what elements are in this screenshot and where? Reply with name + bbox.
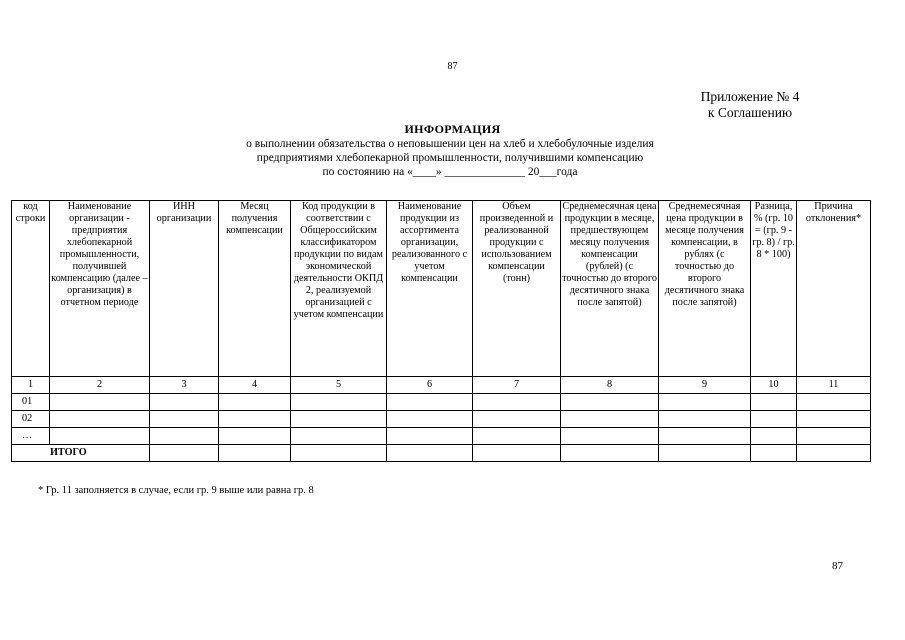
- table-row: [12, 394, 871, 411]
- header-cell: Месяц получения компенсации: [219, 201, 291, 377]
- column-number: 1: [12, 377, 50, 394]
- table-header-row: [12, 201, 871, 377]
- document-subtitle: [150, 137, 750, 179]
- header-cell: Код продукции в соответствии с Общероссийским классификатором продукции по видам экономической деятельности ОКПД 2, реализуемой организацией с учетом компенсации: [291, 201, 387, 377]
- table-cell: [150, 428, 219, 445]
- table-cell: [219, 428, 291, 445]
- table-cell: [150, 445, 219, 462]
- table-cell: [751, 445, 797, 462]
- table-cell: [751, 428, 797, 445]
- header-cell: Причина отклонения*: [797, 201, 871, 377]
- table-cell: [387, 411, 473, 428]
- table-cell: [751, 394, 797, 411]
- row-code: …: [12, 428, 50, 445]
- appendix-line-2: к Соглашению: [707, 105, 793, 120]
- column-number: 3: [150, 377, 219, 394]
- header-cell: Среднемесячная цена продукции в месяце, предшествующем месяцу получения компенсации (рублей) (с точностью до второго десятичного знака после запятой): [561, 201, 659, 377]
- table-cell: [150, 411, 219, 428]
- table-cell: [797, 394, 871, 411]
- subtitle-line-2: предприятиями хлебопекарной промышленности, получившими компенсацию: [256, 152, 644, 164]
- row-code: 01: [12, 394, 50, 411]
- column-number: 5: [291, 377, 387, 394]
- header-cell: Объем произведенной и реализованной продукции с использованием компенсации (тонн): [473, 201, 561, 377]
- total-label: ИТОГО: [12, 445, 150, 462]
- table-cell: [659, 411, 751, 428]
- table-cell: [797, 428, 871, 445]
- table-cell: [50, 411, 150, 428]
- table-cell: [219, 394, 291, 411]
- column-number: 10: [751, 377, 797, 394]
- table-cell: [219, 411, 291, 428]
- table-cell: [561, 394, 659, 411]
- column-number: 4: [219, 377, 291, 394]
- table-cell: [473, 394, 561, 411]
- table-cell: [561, 411, 659, 428]
- total-row: [12, 445, 871, 462]
- table-cell: [561, 445, 659, 462]
- document-title: ИНФОРМАЦИЯ: [404, 122, 501, 136]
- table-cell: [387, 445, 473, 462]
- table-cell: [291, 394, 387, 411]
- column-number: 11: [797, 377, 871, 394]
- header-cell: Наименование организации - предприятия хлебопекарной промышленности, получившей компенсацию (далее – организация) в отчетном периоде: [50, 201, 150, 377]
- footnote: * Гр. 11 заполняется в случае, если гр. 9 выше или равна гр. 8: [38, 485, 314, 496]
- table-cell: [659, 428, 751, 445]
- subtitle-line-3: по состоянию на «____» ______________ 20___года: [322, 166, 578, 178]
- table-cell: [150, 394, 219, 411]
- appendix-line-1: Приложение № 4: [700, 89, 800, 104]
- table-row: [12, 411, 871, 428]
- table-cell: [291, 428, 387, 445]
- table-cell: [659, 445, 751, 462]
- table-cell: [751, 411, 797, 428]
- header-cell: Разница, % (гр. 10 = (гр. 9 - гр. 8) / гр. 8 * 100): [751, 201, 797, 377]
- table-cell: [387, 428, 473, 445]
- page-number-top: 87: [447, 61, 458, 72]
- subtitle-line-1: о выполнении обязательства о неповышении цен на хлеб и хлебобулочные изделия: [246, 138, 654, 150]
- table-cell: [50, 394, 150, 411]
- column-number: 2: [50, 377, 150, 394]
- table-cell: [561, 428, 659, 445]
- header-cell: ИНН организации: [150, 201, 219, 377]
- page-number-bottom: 87: [832, 560, 843, 572]
- table-cell: [797, 445, 871, 462]
- column-number: 6: [387, 377, 473, 394]
- column-number: 7: [473, 377, 561, 394]
- table-cell: [219, 445, 291, 462]
- header-cell: Среднемесячная цена продукции в месяце получения компенсации, в рублях (с точностью до второго десятичного знака после запятой): [659, 201, 751, 377]
- table-cell: [473, 428, 561, 445]
- table-cell: [291, 411, 387, 428]
- table-cell: [473, 445, 561, 462]
- table-cell: [387, 394, 473, 411]
- table-cell: [291, 445, 387, 462]
- table-row: [12, 428, 871, 445]
- table-cell: [50, 428, 150, 445]
- header-cell: код строки: [12, 201, 50, 377]
- column-number-row: [12, 377, 871, 394]
- table-cell: [659, 394, 751, 411]
- row-code: 02: [12, 411, 50, 428]
- header-cell: Наименование продукции из ассортимента организации, реализованного с учетом компенсации: [387, 201, 473, 377]
- info-table: [11, 200, 871, 462]
- table-cell: [797, 411, 871, 428]
- column-number: 8: [561, 377, 659, 394]
- appendix-label: [680, 89, 820, 121]
- column-number: 9: [659, 377, 751, 394]
- table-cell: [473, 411, 561, 428]
